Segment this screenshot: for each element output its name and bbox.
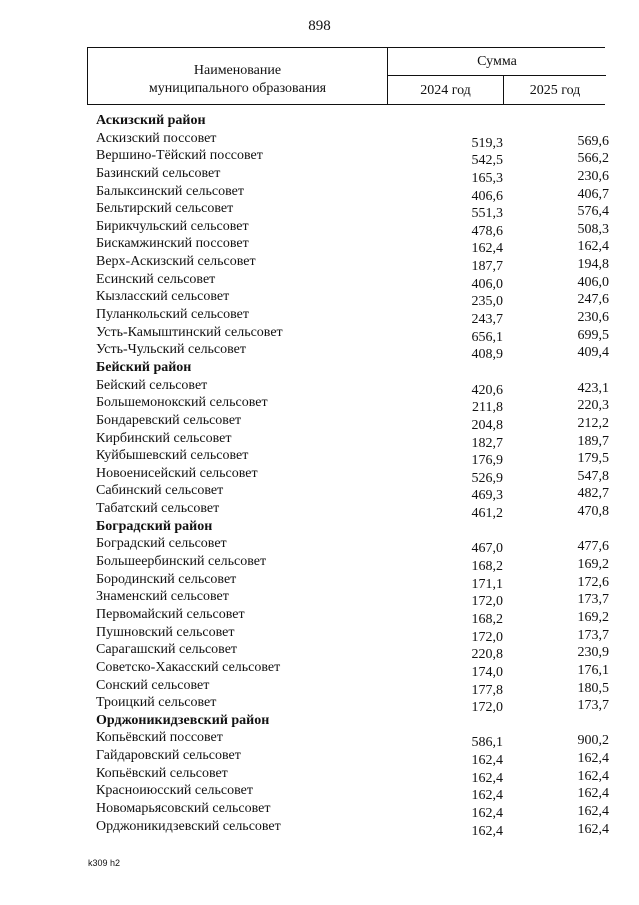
value-2024: 461,2 xyxy=(471,506,503,522)
value-2025: 406,0 xyxy=(577,274,609,290)
value-2024: 177,8 xyxy=(471,682,503,698)
value-2024: 408,9 xyxy=(471,347,503,363)
municipality-name: Знаменский сельсовет xyxy=(96,589,229,605)
municipality-name: Бондаревский сельсовет xyxy=(96,412,242,428)
value-2024: 519,3 xyxy=(471,135,503,151)
value-2024: 220,8 xyxy=(471,647,503,663)
table-row xyxy=(0,130,639,151)
value-2024: 420,6 xyxy=(471,382,503,398)
district-heading-row xyxy=(0,518,639,536)
value-2025: 477,6 xyxy=(577,539,609,555)
table-row xyxy=(0,165,639,186)
value-2025: 230,9 xyxy=(577,645,609,661)
value-2024: 551,3 xyxy=(471,206,503,222)
value-2025: 176,1 xyxy=(577,662,609,678)
value-2024: 211,8 xyxy=(472,400,503,416)
value-2025: 423,1 xyxy=(577,380,609,396)
municipality-name: Копьёвский поссовет xyxy=(96,730,223,746)
table-row xyxy=(0,430,639,451)
table-row xyxy=(0,447,639,469)
value-2025: 576,4 xyxy=(577,204,609,220)
value-2024: 187,7 xyxy=(471,259,503,275)
municipality-name: Бирикчульский сельсовет xyxy=(96,218,249,234)
municipality-name: Красноиюсский сельсовет xyxy=(96,783,253,799)
table-row xyxy=(0,606,639,627)
value-2024: 586,1 xyxy=(471,735,503,751)
table-row xyxy=(0,218,639,239)
district-name: Бейский район xyxy=(96,359,192,375)
table-row xyxy=(0,253,639,275)
footer-code: k309 h2 xyxy=(88,858,121,868)
value-2024: 162,4 xyxy=(471,241,503,257)
table-header xyxy=(87,47,605,105)
municipality-name: Копьёвский сельсовет xyxy=(96,765,228,781)
table-row xyxy=(0,782,639,804)
value-2024: 176,9 xyxy=(471,453,503,469)
municipality-name: Вершино-Тёйский поссовет xyxy=(96,148,263,164)
value-2024: 235,0 xyxy=(471,294,503,310)
value-2024: 162,4 xyxy=(471,805,503,821)
value-2025: 470,8 xyxy=(577,504,609,520)
table-row xyxy=(0,500,639,522)
value-2025: 220,3 xyxy=(577,398,609,414)
municipality-name: Гайдаровский сельсовет xyxy=(96,748,241,764)
value-2025: 699,5 xyxy=(577,327,609,343)
value-2025: 173,7 xyxy=(577,627,609,643)
value-2025: 409,4 xyxy=(577,345,609,361)
value-2025: 162,4 xyxy=(577,768,609,784)
value-2025: 194,8 xyxy=(577,257,609,273)
table-row xyxy=(0,324,639,345)
value-2024: 172,0 xyxy=(471,700,503,716)
table-row xyxy=(0,659,639,680)
table-row xyxy=(0,800,639,821)
value-2024: 171,1 xyxy=(471,576,503,592)
table-row xyxy=(0,147,639,169)
value-2025: 162,4 xyxy=(577,803,609,819)
value-2024: 656,1 xyxy=(471,329,503,345)
municipality-name: Усть-Камыштинский сельсовет xyxy=(96,324,283,340)
value-2024: 469,3 xyxy=(471,488,503,504)
value-2025: 406,7 xyxy=(577,186,609,202)
value-2024: 467,0 xyxy=(471,541,503,557)
value-2024: 172,0 xyxy=(471,594,503,610)
municipality-name: Большемонокский сельсовет xyxy=(96,395,268,411)
municipality-name: Табатский сельсовет xyxy=(96,501,220,517)
value-2025: 900,2 xyxy=(577,733,609,749)
district-name: Орджоникидзевский район xyxy=(96,712,270,728)
value-2025: 162,4 xyxy=(577,786,609,802)
table-row xyxy=(0,641,639,663)
municipality-name: Кирбинский сельсовет xyxy=(96,430,232,446)
value-2024: 406,0 xyxy=(471,276,503,292)
table-row xyxy=(0,571,639,592)
column-header-sum: Сумма xyxy=(388,48,606,76)
column-header-name-line1: Наименование xyxy=(193,63,282,78)
value-2025: 162,4 xyxy=(577,239,609,255)
municipality-name: Сонский сельсовет xyxy=(96,677,210,693)
municipality-name: Троицкий сельсовет xyxy=(96,695,217,711)
municipality-name: Балыксинский сельсовет xyxy=(96,183,244,199)
municipality-name: Пушновский сельсовет xyxy=(96,624,235,640)
table-row xyxy=(0,747,639,769)
municipality-name: Новоенисейский сельсовет xyxy=(96,465,258,481)
table-body xyxy=(0,112,639,839)
page-number: 898 xyxy=(308,18,331,34)
table-row xyxy=(0,288,639,310)
value-2025: 482,7 xyxy=(577,486,609,502)
value-2025: 169,2 xyxy=(577,557,609,573)
column-header-2025: 2025 год xyxy=(529,83,581,98)
column-header-2024: 2024 год xyxy=(388,76,504,105)
municipality-name: Бейский сельсовет xyxy=(96,377,208,393)
table-row xyxy=(0,553,639,575)
value-2024: 542,5 xyxy=(471,153,503,169)
value-2025: 247,6 xyxy=(577,292,609,308)
municipality-name: Бородинский сельсовет xyxy=(96,571,237,587)
table-row xyxy=(0,694,639,716)
municipality-name: Базинский сельсовет xyxy=(96,165,221,181)
value-2025: 162,4 xyxy=(577,821,609,837)
value-2025: 508,3 xyxy=(577,221,609,237)
municipality-name: Боградский сельсовет xyxy=(96,536,227,552)
value-2024: 162,4 xyxy=(471,788,503,804)
value-2025: 189,7 xyxy=(577,433,609,449)
table-row xyxy=(0,677,639,698)
municipality-name: Новомарьясовский сельсовет xyxy=(96,800,271,816)
municipality-name: Большеербинский сельсовет xyxy=(96,554,267,570)
value-2025: 569,6 xyxy=(577,133,609,149)
value-2024: 162,4 xyxy=(471,823,503,839)
table-row xyxy=(0,341,639,363)
table-row xyxy=(0,624,639,645)
table-row xyxy=(0,306,639,328)
table-row xyxy=(0,200,639,222)
table-row xyxy=(0,588,639,610)
table-row xyxy=(0,183,639,204)
value-2025: 230,6 xyxy=(577,168,609,184)
municipality-name: Сарагашский сельсовет xyxy=(96,642,238,658)
district-heading-row xyxy=(0,359,639,377)
municipality-name: Кызласский сельсовет xyxy=(96,289,230,305)
table-row xyxy=(0,465,639,486)
value-2024: 168,2 xyxy=(471,559,503,575)
value-2024: 478,6 xyxy=(471,223,503,239)
value-2024: 406,6 xyxy=(471,188,503,204)
table-row xyxy=(0,235,639,257)
table-row xyxy=(0,818,639,839)
column-header-name-line2: муниципального образования xyxy=(148,81,327,96)
table-row xyxy=(0,482,639,504)
value-2025: 566,2 xyxy=(577,151,609,167)
municipality-name: Куйбышевский сельсовет xyxy=(96,448,249,464)
table-row xyxy=(0,412,639,433)
table-row xyxy=(0,377,639,398)
municipality-name: Аскизский поссовет xyxy=(96,130,217,146)
value-2024: 526,9 xyxy=(471,470,503,486)
municipality-name: Усть-Чульский сельсовет xyxy=(96,342,247,358)
value-2024: 204,8 xyxy=(471,417,503,433)
municipality-name: Советско-Хакасский сельсовет xyxy=(96,659,281,675)
value-2024: 168,2 xyxy=(471,611,503,627)
municipality-name: Бискамжинский поссовет xyxy=(96,236,249,252)
value-2025: 173,7 xyxy=(577,592,609,608)
municipality-name: Сабинский сельсовет xyxy=(96,483,224,499)
column-header-name xyxy=(88,48,388,105)
table-row xyxy=(0,394,639,416)
value-2024: 182,7 xyxy=(471,435,503,451)
municipality-name: Орджоникидзевский сельсовет xyxy=(96,818,281,834)
value-2025: 173,7 xyxy=(577,698,609,714)
district-name: Боградский район xyxy=(96,518,213,534)
district-heading-row xyxy=(0,712,639,730)
value-2025: 162,4 xyxy=(577,751,609,767)
municipality-name: Первомайский сельсовет xyxy=(96,606,245,622)
value-2025: 212,2 xyxy=(577,415,609,431)
value-2024: 243,7 xyxy=(471,312,503,328)
value-2025: 547,8 xyxy=(577,468,609,484)
value-2025: 180,5 xyxy=(577,680,609,696)
value-2024: 162,4 xyxy=(471,770,503,786)
value-2025: 169,2 xyxy=(577,609,609,625)
district-heading-row xyxy=(0,112,639,130)
value-2025: 179,5 xyxy=(577,451,609,467)
table-row xyxy=(0,729,639,751)
table-row xyxy=(0,271,639,292)
municipality-name: Есинский сельсовет xyxy=(96,271,216,287)
value-2024: 172,0 xyxy=(471,629,503,645)
value-2024: 174,0 xyxy=(471,664,503,680)
value-2025: 172,6 xyxy=(577,574,609,590)
district-name: Аскизский район xyxy=(96,113,206,128)
value-2025: 230,6 xyxy=(577,310,609,326)
municipality-name: Пуланкольский сельсовет xyxy=(96,307,250,323)
value-2024: 162,4 xyxy=(471,753,503,769)
municipality-name: Верх-Аскизский сельсовет xyxy=(96,254,256,270)
value-2024: 165,3 xyxy=(471,170,503,186)
table-row xyxy=(0,535,639,557)
table-row xyxy=(0,765,639,786)
municipality-name: Бельтирский сельсовет xyxy=(96,201,234,217)
